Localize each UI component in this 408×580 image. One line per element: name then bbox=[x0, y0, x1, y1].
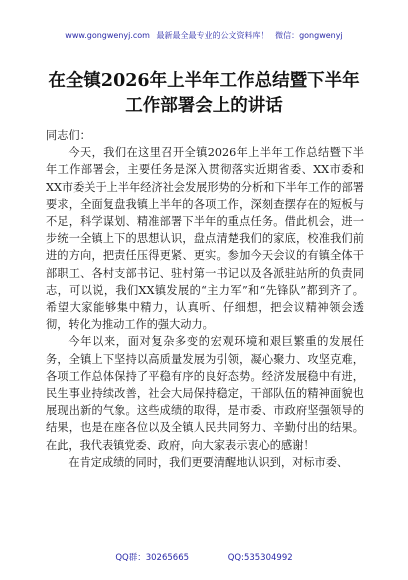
site-url-link[interactable]: www.gongwenyj.com bbox=[65, 31, 150, 40]
site-footer-banner bbox=[0, 551, 408, 563]
body-paragraph: 在肯定成绩的同时，我们更要清醒地认识到，对标市委、 bbox=[68, 455, 349, 469]
salutation: 同志们： bbox=[46, 129, 91, 142]
qq-number: QQ:535304992 bbox=[227, 553, 293, 563]
body-paragraph: 今天，我们在这里召开全镇2026年上半年工作总结暨下半年工作部署会，主要任务是深入贯彻落实近期省委、XX市委和 XX市委关于上半年经济社会发展形势的分析和下半年工作的部署要求，全面复盘我镇上半年的各项工作，深刻查摆存在的短板与不足，科学谋划、精准部署下半年的重点任务。借此机会，进一步统一全镇上下的思想认识，盘点清楚我们的家底，校准我们前进的方向，把责任压得更紧、更实。参加今天会议的有镇全体干部职工、各村支部书记、驻村第一书记以及各派驻站所的负责同志，可以说，我们XX镇发展的“主力军”和“先锋队”都到齐了。希望大家能够集中精力，认真听、仔细想，把会议精神领会透彻，转化为推动工作的强大动力。 bbox=[46, 146, 364, 332]
site-header-banner bbox=[0, 30, 408, 41]
qq-group-number: QQ群：30265665 bbox=[115, 553, 190, 563]
body-paragraph: 今年以来，面对复杂多变的宏观环境和艰巨繁重的发展任务，全镇上下坚持以高质量发展为引领，凝心聚力、攻坚克难，各项工作总体保持了平稳有序的良好态势。经济发展稳中有进，民生事业持续改善，社会大局保持稳定，干部队伍的精神面貌也展现出新的气象。这些成绩的取得，是市委、市政府坚强领导的结果，也是在座各位以及全镇人民共同努力、辛勤付出的结果。在此，我代表镇党委、政府，向大家表示衷心的感谢！ bbox=[46, 335, 364, 452]
wechat-id: 微信：gongwenyj bbox=[275, 31, 343, 40]
document-title: 在全镇2026年上半年工作总结暨下半年工作部署会上的讲话 bbox=[48, 71, 360, 116]
site-slogan: 最新最全最专业的公文资料库！ bbox=[156, 31, 269, 40]
document-body bbox=[46, 127, 364, 471]
